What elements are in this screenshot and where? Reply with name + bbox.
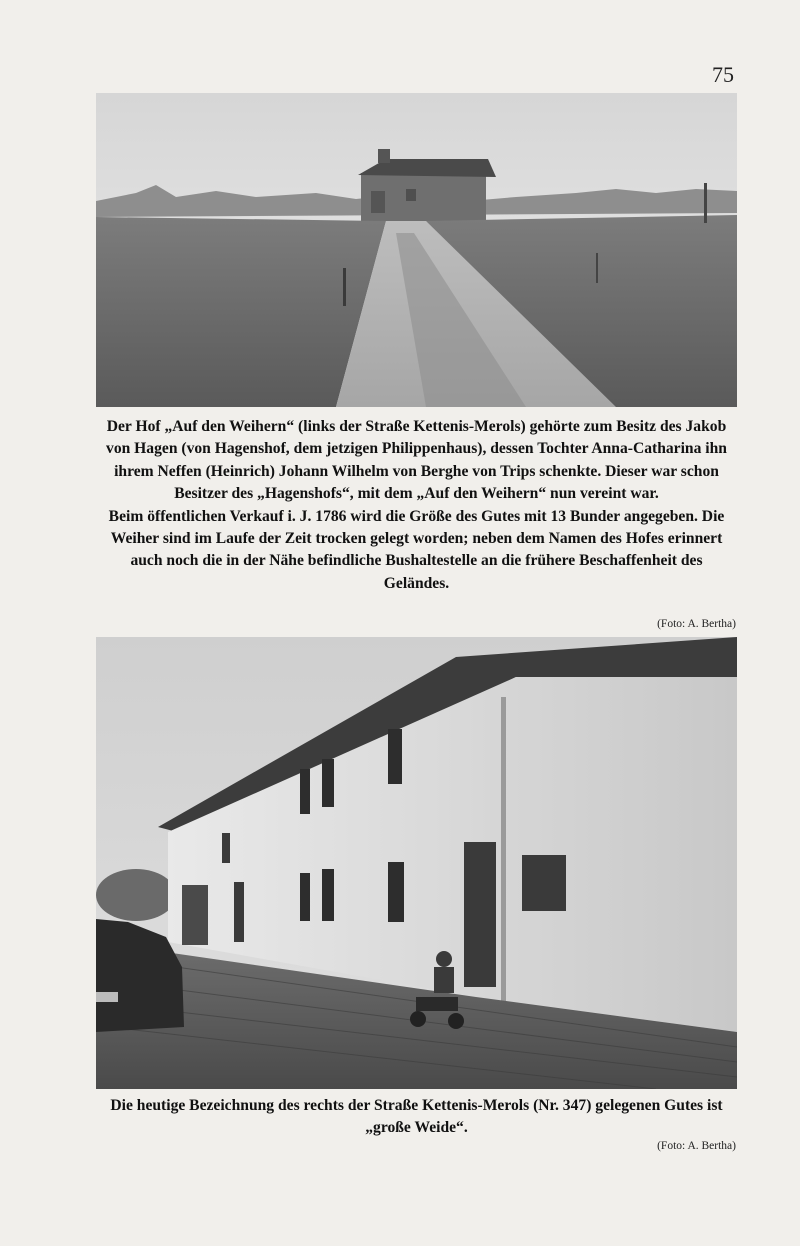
photo-2-credit: (Foto: A. Bertha) xyxy=(657,1140,736,1152)
caption-paragraph-2: Beim öffentlichen Verkauf i. J. 1786 wird die Größe des Gutes mit 13 Bunder angegeben. Die Weiher sind im Laufe der Zeit trocken gelegt worden; neben dem Namen des Hofes erinnert auch noch die in der Nähe befindliche Bushaltestelle an die frühere Beschaffenheit des Geländes. xyxy=(108,507,725,592)
page-number: 75 xyxy=(712,62,734,87)
farm-road-photo xyxy=(96,93,737,407)
farmhouse-street-photo xyxy=(96,637,737,1089)
photo-1-caption xyxy=(96,416,737,595)
caption-paragraph-1: Der Hof „Auf den Weihern“ (links der Straße Kettenis-Merols) gehörte zum Besitz des Jakob von Hagen (von Hagenshof, dem jetzigen Philippenhaus), dessen Tochter Anna-Catharina ihn ihrem Neffen (Heinrich) Johann Wilhelm von Berghe von Trips schenkte. Dieser war schon Besitzer des „Hagenshofs“, mit dem „Auf den Weihern“ nun vereint war. xyxy=(106,418,727,503)
photo-2-caption xyxy=(96,1095,737,1140)
photo-1-credit: (Foto: A. Bertha) xyxy=(657,618,736,630)
caption-text: Die heutige Bezeichnung des rechts der Straße Kettenis-Merols (Nr. 347) gelegenen Gutes ist „große Weide“. xyxy=(110,1097,723,1137)
